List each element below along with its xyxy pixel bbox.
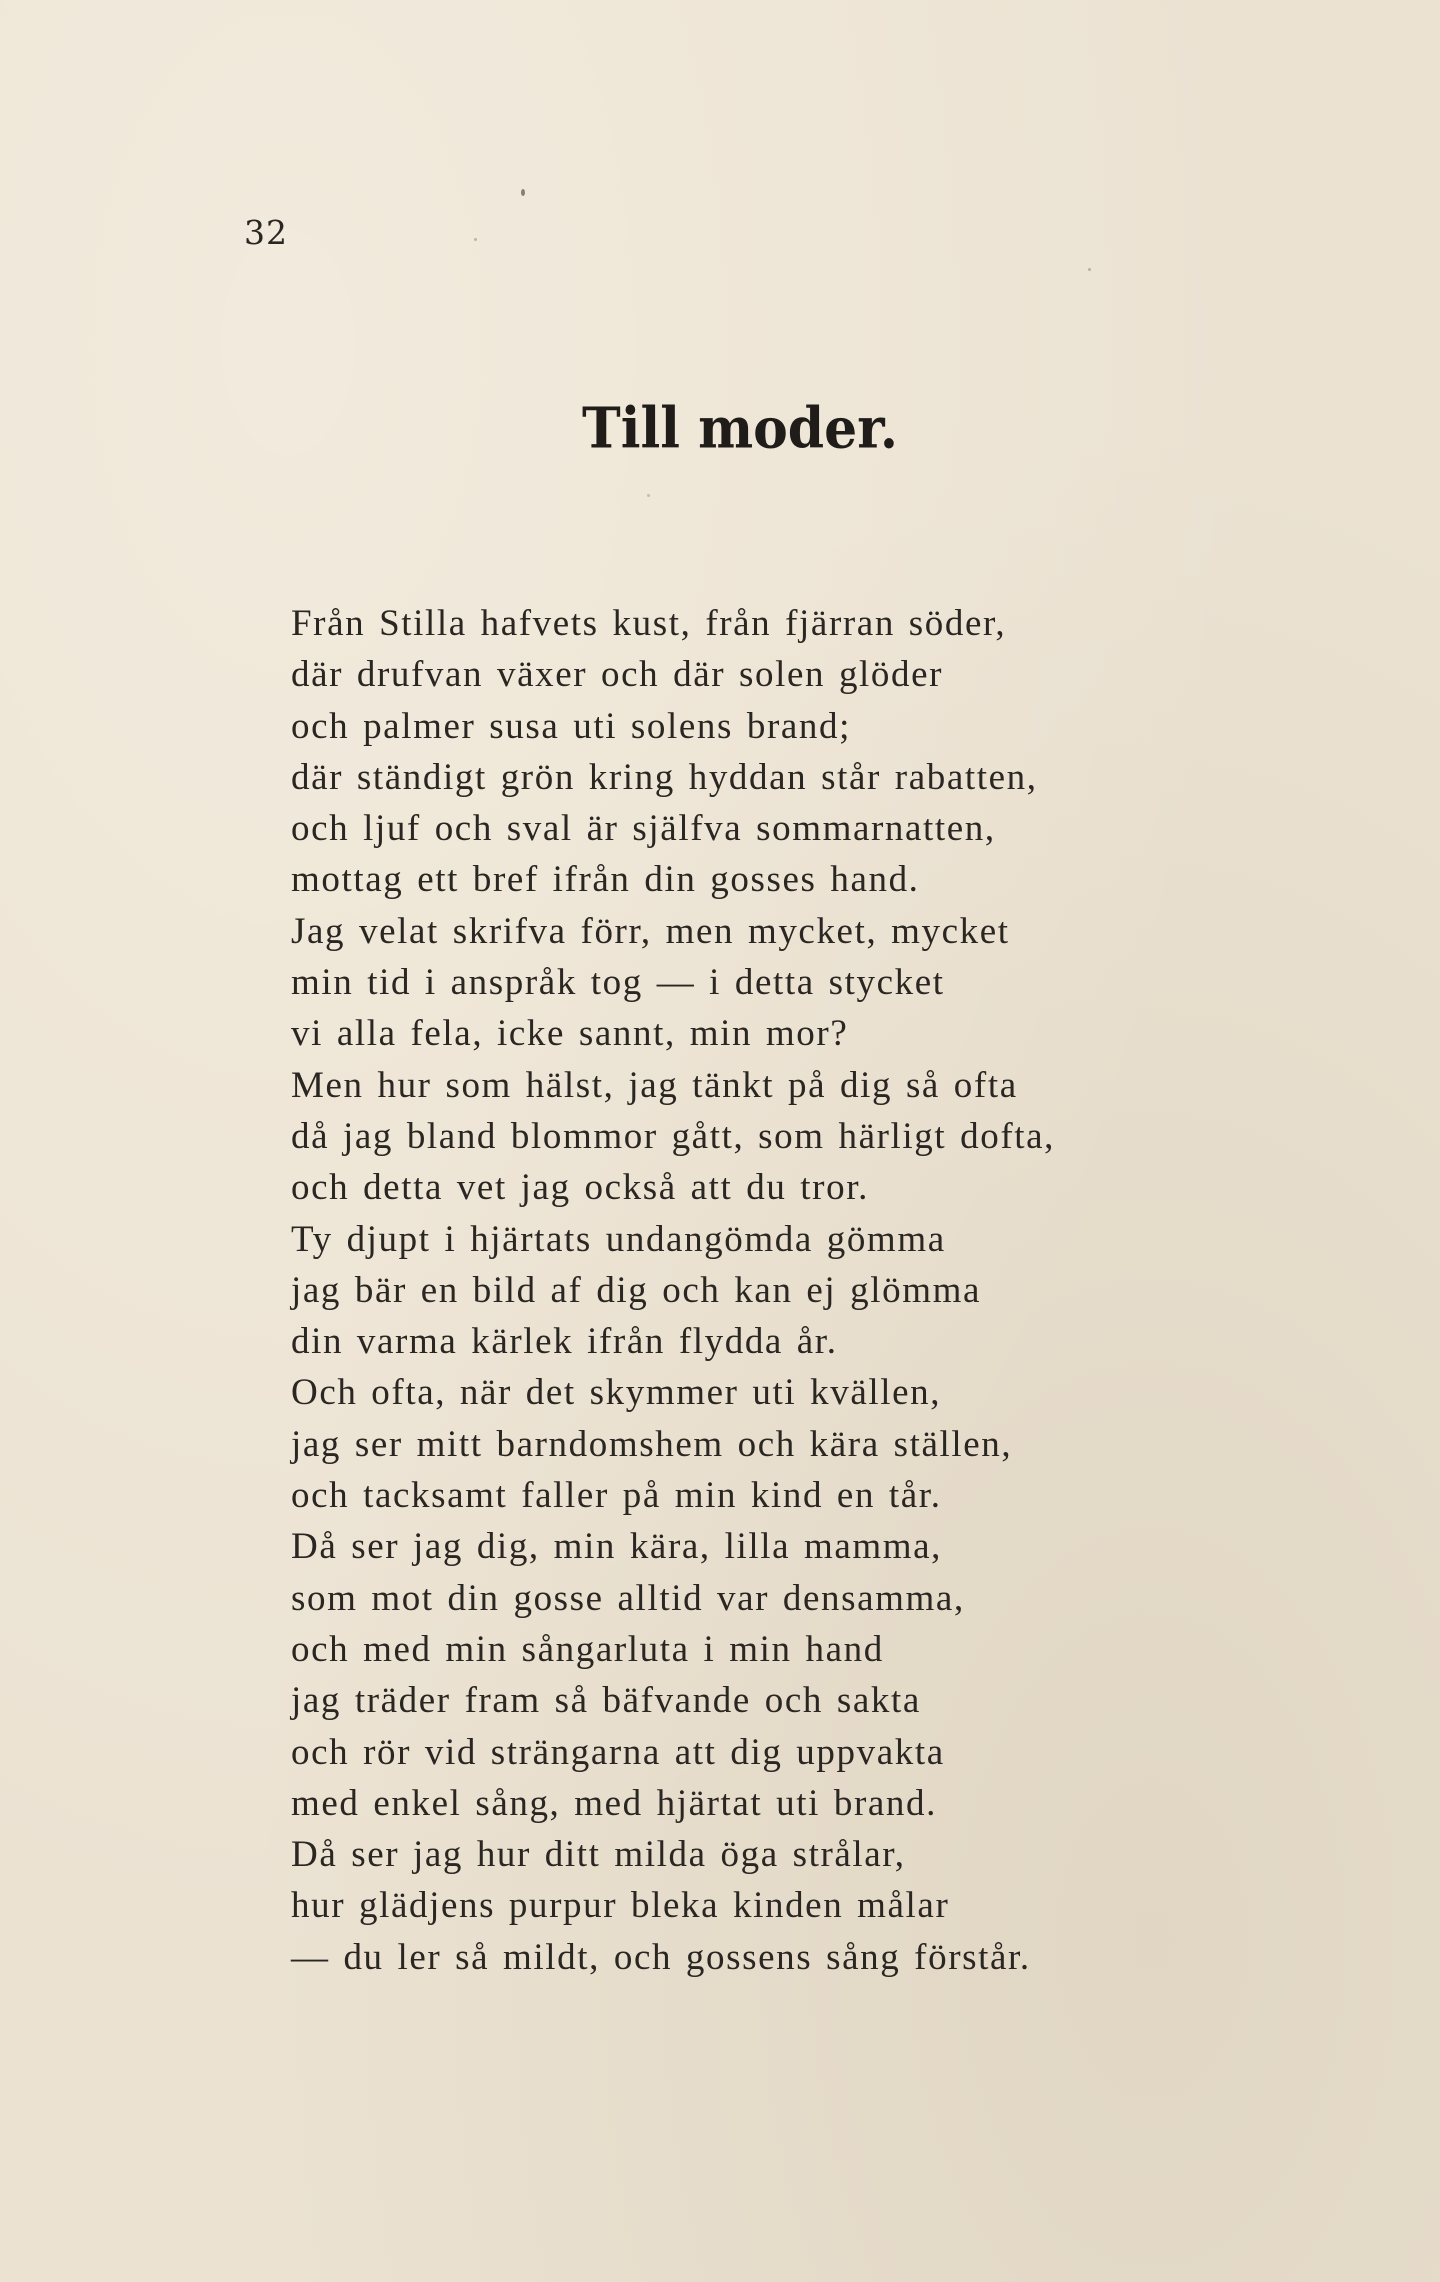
poem-line: jag ser mitt barndomshem och kära ställen, — [291, 1423, 1013, 1465]
page-number: 32 — [244, 213, 288, 252]
poem-line: och palmer susa uti solens brand; — [291, 705, 852, 747]
poem-line: där ständigt grön kring hyddan står rabatten, — [291, 756, 1038, 798]
poem-line: hur glädjens purpur bleka kinden målar — [291, 1885, 950, 1927]
paper-speck — [521, 189, 525, 196]
poem-line: Ty djupt i hjärtats undangömda gömma — [291, 1218, 946, 1260]
poem-line: då jag bland blommor gått, som härligt dofta, — [291, 1115, 1056, 1157]
poem-body — [291, 598, 1331, 1983]
poem-line: jag bär en bild af dig och kan ej glömma — [291, 1269, 982, 1311]
poem-line: Då ser jag dig, min kära, lilla mamma, — [291, 1526, 943, 1568]
poem-line: vi alla fela, icke sannt, min mor? — [291, 1013, 849, 1055]
poem-line: som mot din gosse alltid var densamma, — [291, 1577, 965, 1619]
poem-line: Men hur som hälst, jag tänkt på dig så ofta — [291, 1064, 1018, 1106]
poem-line: mottag ett bref ifrån din gosses hand. — [291, 859, 920, 901]
poem-line: med enkel sång, med hjärtat uti brand. — [291, 1782, 937, 1824]
poem-line: Då ser jag hur ditt milda öga strålar, — [291, 1834, 906, 1876]
paper-speck — [647, 494, 650, 497]
poem-line: Från Stilla hafvets kust, från fjärran söder, — [291, 603, 1007, 644]
paper-speck — [474, 238, 477, 241]
poem-title: Till moder. — [582, 395, 898, 462]
paper-speck — [1088, 268, 1091, 271]
poem-line: min tid i anspråk tog — i detta stycket — [291, 962, 945, 1004]
poem-line: och rör vid strängarna att dig uppvakta — [291, 1731, 945, 1773]
poem-line: din varma kärlek ifrån flydda år. — [291, 1321, 838, 1363]
poem-line: och detta vet jag också att du tror. — [291, 1167, 869, 1209]
poem-line: — du ler så mildt, och gossens sång förstår. — [291, 1936, 1031, 1978]
poem-line: och tacksamt faller på min kind en tår. — [291, 1475, 942, 1517]
poem-line: jag träder fram så bäfvande och sakta — [291, 1680, 921, 1722]
poem-line: och med min sångarluta i min hand — [291, 1628, 884, 1670]
poem-line: Och ofta, när det skymmer uti kvällen, — [291, 1372, 942, 1414]
poem-line: där drufvan växer och där solen glöder — [291, 654, 944, 696]
poem-line: och ljuf och sval är själfva sommarnatten, — [291, 808, 996, 850]
poem-line: Jag velat skrifva förr, men mycket, mycket — [291, 910, 1010, 952]
